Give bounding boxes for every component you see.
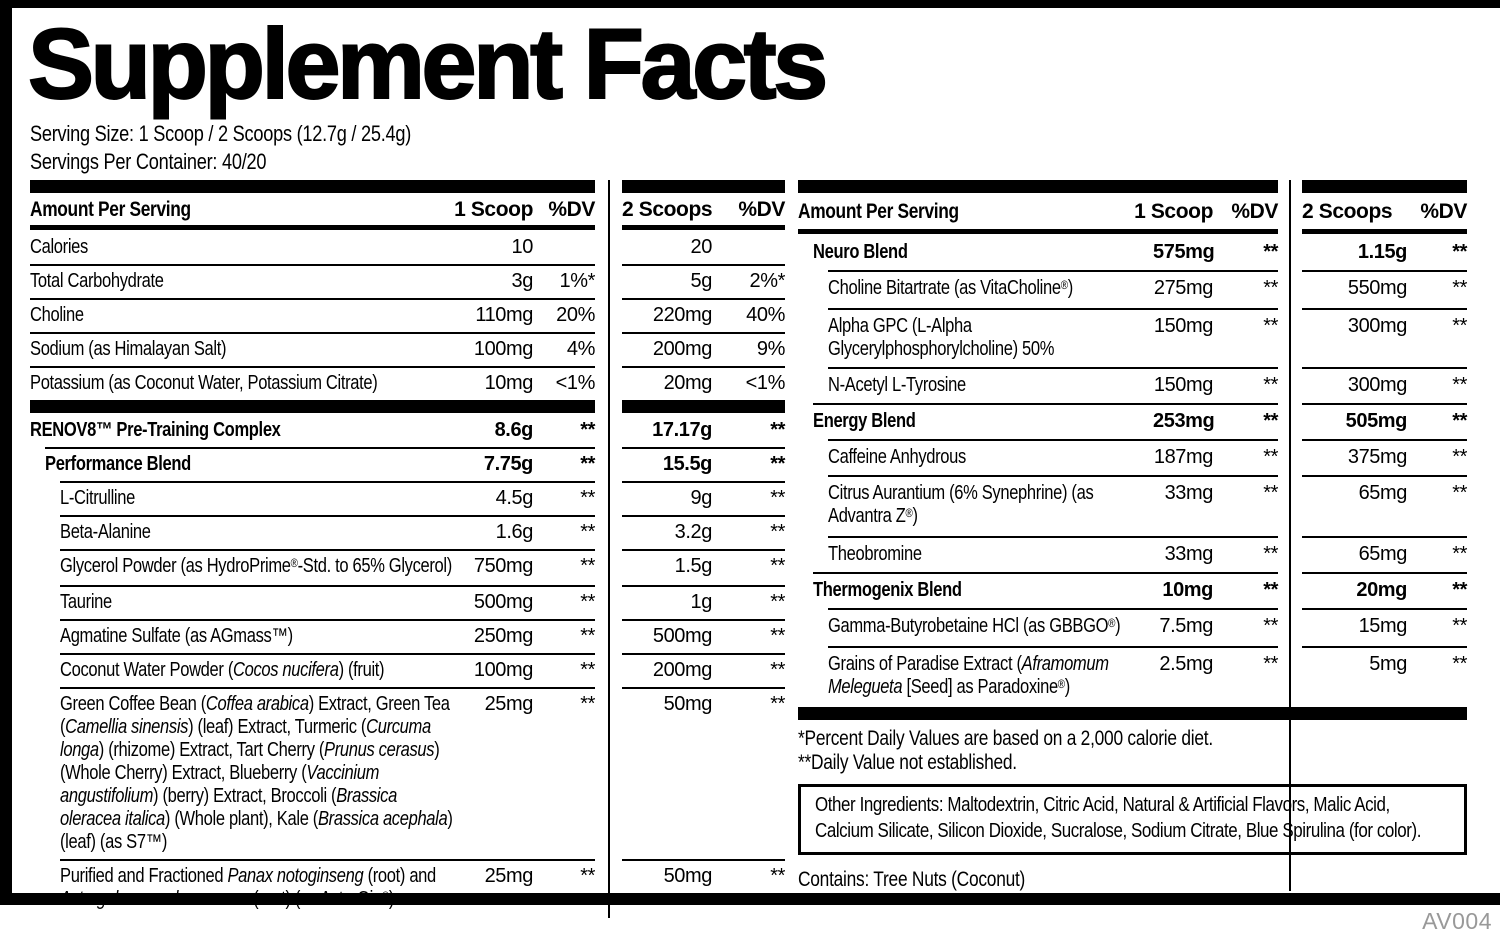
row-2scoops-section [1302, 270, 1467, 308]
row-separator-line-2scoops [1302, 608, 1467, 610]
ingredient-name: Total Carbohydrate [30, 270, 164, 292]
table-row [30, 481, 785, 515]
header-main-section [798, 193, 1278, 234]
amount-2scoops: 5mg [1369, 653, 1407, 675]
row-2scoops-section [1302, 475, 1467, 536]
table-top-bar [30, 180, 785, 193]
ingredient-name: L-Citrulline [60, 487, 135, 509]
divider-segment-main [30, 400, 595, 413]
table-header-row [30, 193, 785, 230]
header-main-section [30, 193, 595, 230]
table-row [30, 687, 785, 859]
amount-2scoops: 505mg [1345, 410, 1407, 432]
dv2-header: %DV [738, 198, 785, 221]
table-top-bar [798, 180, 1467, 193]
row-2scoops-section [1302, 646, 1467, 707]
amount-1scoop: 10mg [1162, 579, 1213, 601]
amount-2scoops: 220mg [652, 304, 712, 326]
amount-2scoops: 65mg [1358, 543, 1407, 565]
table-row [30, 549, 785, 585]
dv-2scoops: ** [1452, 374, 1467, 396]
dv2-header: %DV [1420, 200, 1467, 223]
left-border-bar [0, 0, 12, 905]
table-row [30, 653, 785, 687]
row-separator-line [828, 367, 1278, 369]
ingredient-name: Taurine [60, 591, 112, 613]
dv-1scoop: ** [1263, 482, 1278, 504]
dv-1scoop: ** [580, 591, 595, 613]
row-main-section [798, 234, 1278, 270]
amount-1scoop: 10 [511, 236, 533, 258]
amount-1scoop: 187mg [1153, 446, 1213, 468]
row-2scoops-section [622, 481, 785, 515]
dv-1scoop: ** [580, 693, 595, 715]
row-main-section [798, 308, 1278, 367]
dv-2scoops: ** [1452, 315, 1467, 337]
ingredient-name: Caffeine Anhydrous [828, 446, 966, 468]
row-main-section [798, 403, 1278, 439]
ingredient-name: Thermogenix Blend [813, 579, 962, 601]
dv-1scoop: ** [1263, 374, 1278, 396]
table-row [798, 572, 1467, 608]
dv-1scoop: 4% [566, 338, 595, 360]
dv-2scoops: ** [770, 487, 785, 509]
amount-1scoop: 250mg [473, 625, 533, 647]
row-2scoops-section [1302, 439, 1467, 475]
row-2scoops-section [1302, 608, 1467, 646]
scoop1-header: 1 Scoop [1134, 200, 1213, 223]
dv-1scoop: ** [580, 453, 595, 475]
row-separator-line-2scoops [1302, 308, 1467, 310]
row-2scoops-section [622, 230, 785, 264]
row-separator-line-2scoops [622, 515, 785, 517]
table-row [798, 234, 1467, 270]
row-separator-line-2scoops [622, 298, 785, 300]
row-main-section [30, 413, 595, 447]
dv-1scoop: 1%* [559, 270, 595, 292]
table-row [30, 298, 785, 332]
amount-1scoop: 3g [511, 270, 533, 292]
dv-2scoops: ** [770, 693, 785, 715]
amount-2scoops: 17.17g [652, 419, 712, 441]
scoops2-header: 2 Scoops [622, 198, 713, 221]
row-main-section [30, 619, 595, 653]
row-separator-line [60, 653, 595, 655]
right-nutrition-table [798, 180, 1467, 891]
dv-1scoop: ** [1263, 543, 1278, 565]
column-divider-line [608, 180, 610, 918]
dv-2scoops: ** [770, 555, 785, 577]
dv-2scoops: ** [770, 521, 785, 543]
amount-1scoop: 150mg [1153, 374, 1213, 396]
row-separator-line-2scoops [622, 366, 785, 368]
dv-2scoops: ** [1452, 277, 1467, 299]
row-separator-line-2scoops [1302, 572, 1467, 574]
row-separator-line [828, 439, 1278, 441]
row-separator-line-2scoops [622, 687, 785, 689]
table-row [30, 366, 785, 400]
dv-footnote: *Percent Daily Values are based on a 2,000 calorie diet. [798, 727, 1213, 750]
dv-1scoop: ** [580, 487, 595, 509]
row-separator-line [828, 608, 1278, 610]
row-2scoops-section [1302, 308, 1467, 367]
row-main-section [30, 366, 595, 400]
table-row [798, 439, 1467, 475]
row-separator-line [60, 687, 595, 689]
contains-note: Contains: Tree Nuts (Coconut) [798, 868, 1026, 891]
row-2scoops-section [1302, 403, 1467, 439]
amount-1scoop: 2.5mg [1159, 653, 1213, 675]
header-2scoops-section [622, 193, 785, 230]
dv-1scoop: 20% [556, 304, 595, 326]
top-border-bar [0, 0, 1500, 8]
amount-2scoops: 20 [690, 236, 712, 258]
row-2scoops-section [622, 298, 785, 332]
amount-2scoops: 1.5g [674, 555, 712, 577]
amount-1scoop: 100mg [473, 659, 533, 681]
row-separator-line [45, 447, 595, 449]
dv-header: %DV [548, 198, 595, 221]
dv-1scoop: ** [580, 521, 595, 543]
dv-header: %DV [1231, 200, 1278, 223]
ingredient-name: Choline Bitartrate (as VitaCholine®) [828, 277, 1073, 299]
row-separator-line [30, 366, 595, 368]
row-separator-line-2scoops [622, 447, 785, 449]
row-main-section [30, 515, 595, 549]
ingredient-name: Sodium (as Himalayan Salt) [30, 338, 227, 360]
amount-2scoops: 375mg [1347, 446, 1407, 468]
dv-2scoops: 9% [756, 338, 785, 360]
table-row [30, 619, 785, 653]
ingredient-name: Energy Blend [813, 410, 916, 432]
row-separator-line-2scoops [622, 653, 785, 655]
divider-segment-main [798, 707, 1278, 720]
product-code: AV004 [1422, 908, 1492, 934]
row-2scoops-section [1302, 536, 1467, 572]
dv-2scoops: ** [1452, 615, 1467, 637]
table-row [30, 230, 785, 264]
amount-1scoop: 100mg [473, 338, 533, 360]
ingredient-name: Citrus Aurantium (6% Synephrine) (as Advantra Z®) [828, 482, 1094, 527]
dv-1scoop: ** [1263, 315, 1278, 337]
row-separator-line [60, 481, 595, 483]
dv-1scoop: ** [580, 625, 595, 647]
dv-2scoops: ** [770, 591, 785, 613]
row-2scoops-section [622, 515, 785, 549]
row-separator-line [828, 308, 1278, 310]
divider-segment-2scoops [622, 400, 785, 413]
left-nutrition-table [30, 180, 785, 918]
table-row [30, 585, 785, 619]
dv-2scoops: ** [770, 453, 785, 475]
row-separator-line [828, 536, 1278, 538]
row-2scoops-section [622, 264, 785, 298]
amount-1scoop: 253mg [1153, 410, 1215, 432]
row-main-section [30, 859, 595, 918]
row-2scoops-section [622, 447, 785, 481]
table-row [798, 308, 1467, 367]
amount-1scoop: 8.6g [494, 419, 533, 441]
row-separator-line [60, 619, 595, 621]
row-2scoops-section [622, 332, 785, 366]
table-row [798, 608, 1467, 646]
dv-2scoops: ** [770, 659, 785, 681]
row-main-section [30, 585, 595, 619]
dv-1scoop: ** [580, 659, 595, 681]
row-separator-line [828, 270, 1278, 272]
amount-2scoops: 1.15g [1357, 241, 1407, 263]
amount-2scoops: 300mg [1347, 315, 1407, 337]
servings-per-container-line: Servings Per Container: 40/20 [30, 149, 267, 174]
dv-1scoop: ** [1263, 277, 1278, 299]
section-divider-bar [798, 707, 1467, 720]
table-row [30, 332, 785, 366]
left-table-rows [30, 230, 785, 918]
dv-1scoop: ** [580, 865, 595, 887]
row-separator-line [30, 332, 595, 334]
amount-2scoops: 9g [690, 487, 712, 509]
row-2scoops-section [622, 549, 785, 585]
row-separator-line-2scoops [622, 549, 785, 551]
amount-1scoop: 4.5g [495, 487, 533, 509]
amount-2scoops: 5g [690, 270, 712, 292]
dv-2scoops: ** [1452, 543, 1467, 565]
divider-segment-main [30, 180, 595, 193]
ingredient-name: Purified and Fractioned Panax notoginseng (root) and Astragalus membranaceus (root) (as AstraGin®) [60, 865, 436, 910]
divider-segment-2scoops [622, 180, 785, 193]
ndv-footnote: **Daily Value not established. [798, 751, 1017, 774]
dv-2scoops: ** [770, 865, 785, 887]
dv-1scoop: ** [1263, 653, 1278, 675]
ingredient-name: Calories [30, 236, 88, 258]
dv-1scoop: ** [580, 555, 595, 577]
ingredient-name: Neuro Blend [813, 241, 908, 263]
ingredient-name: Alpha GPC (L-Alpha Glycerylphosphorylcholine) 50% [828, 315, 1055, 360]
table-row [798, 475, 1467, 536]
row-main-section [30, 687, 595, 859]
amount-2scoops: 500mg [652, 625, 712, 647]
row-separator-line-2scoops [622, 481, 785, 483]
row-main-section [30, 298, 595, 332]
ingredient-name: Glycerol Powder (as HydroPrime®-Std. to 65% Glycerol) [60, 555, 452, 577]
ingredient-name: Grains of Paradise Extract (Aframomum Melegueta [Seed] as Paradoxine®) [828, 653, 1109, 698]
table-row [798, 270, 1467, 308]
row-2scoops-section [622, 687, 785, 859]
row-main-section [30, 264, 595, 298]
ingredient-name: Agmatine Sulfate (as AGmass™) [60, 625, 293, 647]
ingredient-name: N-Acetyl L-Tyrosine [828, 374, 966, 396]
amount-2scoops: 65mg [1358, 482, 1407, 504]
row-2scoops-section [1302, 572, 1467, 608]
amount-1scoop: 25mg [484, 693, 533, 715]
row-2scoops-section [1302, 367, 1467, 403]
ingredient-name: Gamma-Butyrobetaine HCl (as GBBGO®) [828, 615, 1121, 637]
row-separator-line-2scoops [1302, 270, 1467, 272]
row-separator-line-2scoops [622, 332, 785, 334]
dv-1scoop: ** [1263, 410, 1278, 432]
table-row [798, 403, 1467, 439]
row-separator-line [60, 585, 595, 587]
table-row [30, 264, 785, 298]
row-2scoops-section [622, 366, 785, 400]
row-main-section [798, 439, 1278, 475]
row-main-section [798, 646, 1278, 707]
ingredient-name: Green Coffee Bean (Coffea arabica) Extract, Green Tea (Camellia sinensis) (leaf) Extract, Turmeric (Curcuma longa) (rhizome) Extract, Tart Cherry (Prunus cerasus) (Whole Cherry) Extract, Blueberry (Vaccinium angustifolium) (berry) Extract, Broccoli (Brassica oleracea italica) (Whole plant), Kale (Brassica acephala) (leaf) (as S7™) [60, 693, 453, 853]
dv-2scoops: ** [1452, 410, 1467, 432]
table-header-row [798, 193, 1467, 234]
table-row [798, 367, 1467, 403]
row-2scoops-section [622, 619, 785, 653]
ingredient-name: RENOV8™ Pre-Training Complex [30, 419, 281, 441]
amount-1scoop: 7.5mg [1159, 615, 1213, 637]
row-separator-line [60, 549, 595, 551]
table-row [798, 536, 1467, 572]
amount-1scoop: 275mg [1153, 277, 1213, 299]
ingredient-name: Coconut Water Powder (Cocos nucifera) (fruit) [60, 659, 385, 681]
row-separator-line-2scoops [622, 619, 785, 621]
row-separator-line [828, 646, 1278, 648]
dv-1scoop: ** [1263, 241, 1278, 263]
amount-2scoops: 200mg [652, 659, 712, 681]
ingredient-name: Choline [30, 304, 84, 326]
scoop1-header: 1 Scoop [454, 198, 533, 221]
table-row [30, 515, 785, 549]
section-divider-bar [30, 400, 785, 413]
scoops2-header: 2 Scoops [1302, 200, 1393, 223]
row-main-section [30, 447, 595, 481]
amount-2scoops: 3.2g [674, 521, 712, 543]
amount-2scoops: 550mg [1347, 277, 1407, 299]
dv-1scoop: ** [580, 419, 595, 441]
row-2scoops-section [622, 653, 785, 687]
amount-1scoop: 7.75g [483, 453, 533, 475]
row-separator-line-2scoops [1302, 646, 1467, 648]
row-separator-line [813, 403, 1278, 405]
row-main-section [30, 653, 595, 687]
amount-2scoops: 1g [690, 591, 712, 613]
row-2scoops-section [622, 585, 785, 619]
dv-2scoops: ** [1452, 579, 1467, 601]
amount-2scoops: 200mg [652, 338, 712, 360]
amount-1scoop: 10mg [484, 372, 533, 394]
amount-1scoop: 110mg [475, 304, 533, 326]
dv-2scoops: ** [1452, 241, 1467, 263]
amount-1scoop: 500mg [473, 591, 533, 613]
dv-2scoops: ** [1452, 446, 1467, 468]
row-separator-line [813, 572, 1278, 574]
dv-2scoops: <1% [745, 372, 785, 394]
row-2scoops-section [1302, 234, 1467, 270]
header-2scoops-section [1302, 193, 1467, 234]
dv-1scoop: ** [1263, 579, 1278, 601]
amount-per-serving-header: Amount Per Serving [30, 198, 191, 221]
table-row [30, 413, 785, 447]
amount-1scoop: 25mg [484, 865, 533, 887]
row-separator-line-2scoops [622, 264, 785, 266]
row-main-section [798, 572, 1278, 608]
amount-2scoops: 50mg [663, 865, 712, 887]
table-row [798, 646, 1467, 707]
row-main-section [798, 367, 1278, 403]
daily-value-footnotes [798, 727, 1467, 775]
row-main-section [798, 536, 1278, 572]
divider-segment-2scoops [1302, 180, 1467, 193]
dv-1scoop: ** [1263, 446, 1278, 468]
ingredient-name: Potassium (as Coconut Water, Potassium Citrate) [30, 372, 378, 394]
other-ingredients-box [798, 784, 1467, 855]
dv-2scoops: ** [1452, 653, 1467, 675]
row-separator-line-2scoops [1302, 403, 1467, 405]
row-2scoops-section [622, 413, 785, 447]
amount-1scoop: 150mg [1153, 315, 1213, 337]
row-separator-line [30, 264, 595, 266]
dv-2scoops: 40% [746, 304, 785, 326]
amount-2scoops: 300mg [1347, 374, 1407, 396]
serving-info [30, 120, 491, 176]
dv-2scoops: ** [1452, 482, 1467, 504]
row-separator-line-2scoops [1302, 439, 1467, 441]
amount-per-serving-header: Amount Per Serving [798, 200, 959, 223]
amount-2scoops: 15.5g [662, 453, 712, 475]
amount-1scoop: 750mg [473, 555, 533, 577]
row-separator-line-2scoops [1302, 367, 1467, 369]
row-main-section [30, 549, 595, 585]
row-main-section [798, 475, 1278, 536]
divider-segment-2scoops [1302, 707, 1467, 720]
row-main-section [30, 230, 595, 264]
amount-2scoops: 20mg [1356, 579, 1407, 601]
row-separator-line [828, 475, 1278, 477]
ingredient-name: Theobromine [828, 543, 922, 565]
dv-2scoops: ** [770, 625, 785, 647]
row-separator-line-2scoops [1302, 536, 1467, 538]
row-main-section [30, 481, 595, 515]
amount-1scoop: 33mg [1164, 543, 1213, 565]
ingredient-name: Beta-Alanine [60, 521, 151, 543]
serving-size-line: Serving Size: 1 Scoop / 2 Scoops (12.7g / 25.4g) [30, 121, 412, 146]
dv-1scoop: ** [1263, 615, 1278, 637]
amount-2scoops: 15mg [1358, 615, 1407, 637]
row-main-section [798, 270, 1278, 308]
row-separator-line [30, 298, 595, 300]
row-separator-line-2scoops [622, 859, 785, 861]
amount-1scoop: 33mg [1164, 482, 1213, 504]
row-separator-line-2scoops [1302, 475, 1467, 477]
row-main-section [798, 608, 1278, 646]
other-ingredients-text: Other Ingredients: Maltodextrin, Citric Acid, Natural & Artificial Flavors, Malic Acid, Calcium Silicate, Silicon Dioxide, Sucralose, Sodium Citrate, Blue Spirulina (for color). [815, 793, 1422, 842]
amount-2scoops: 20mg [663, 372, 712, 394]
right-table-rows [798, 234, 1467, 720]
amount-2scoops: 50mg [663, 693, 712, 715]
row-separator-line-2scoops [622, 585, 785, 587]
row-separator-line [60, 859, 595, 861]
column-divider-line [1289, 180, 1291, 891]
row-2scoops-section [622, 859, 785, 918]
row-main-section [30, 332, 595, 366]
divider-segment-main [798, 180, 1278, 193]
amount-1scoop: 1.6g [495, 521, 533, 543]
row-separator-line [60, 515, 595, 517]
supplement-facts-title: Supplement Facts [28, 8, 825, 119]
table-row [30, 859, 785, 918]
dv-2scoops: ** [770, 419, 785, 441]
amount-1scoop: 575mg [1153, 241, 1215, 263]
dv-2scoops: 2%* [749, 270, 785, 292]
dv-1scoop: <1% [555, 372, 595, 394]
ingredient-name: Performance Blend [45, 453, 191, 475]
table-row [30, 447, 785, 481]
